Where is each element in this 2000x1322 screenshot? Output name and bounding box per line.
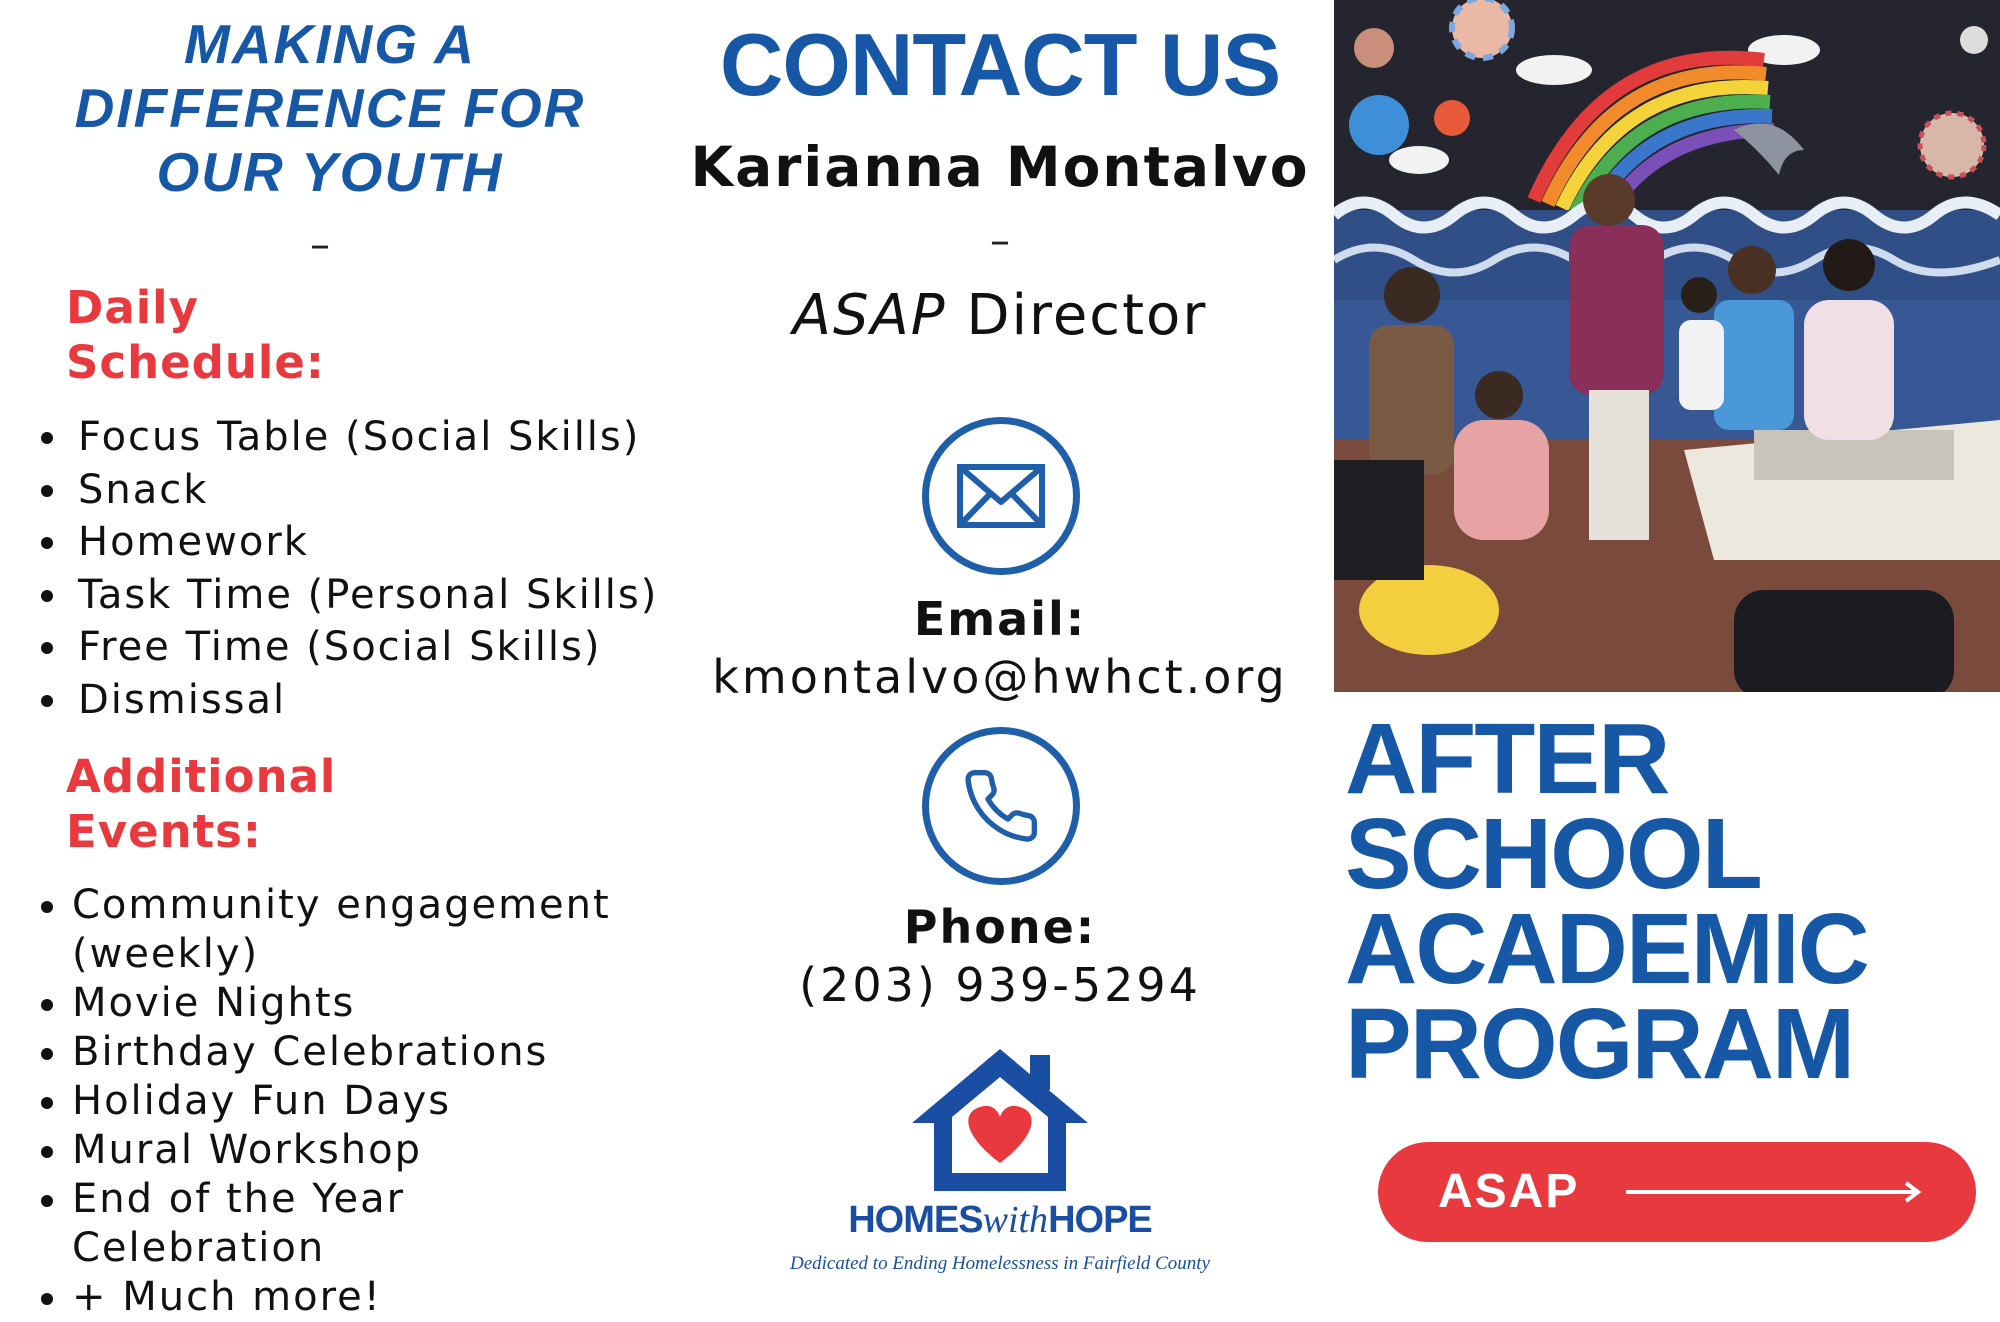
events-heading: Additional Events: bbox=[66, 750, 337, 858]
program-line-school: SCHOOL bbox=[1345, 798, 1761, 910]
role-rest: Director bbox=[946, 283, 1208, 348]
logo-with: with bbox=[982, 1199, 1049, 1241]
contact-dash: – bbox=[990, 218, 1010, 264]
contact-name: Karianna Montalvo bbox=[690, 135, 1310, 199]
event-item: End of the Year Celebration bbox=[30, 1175, 630, 1273]
house-heart-icon bbox=[910, 1045, 1090, 1195]
role-italic: ASAP bbox=[792, 283, 947, 348]
mural-photo-illustration bbox=[1334, 0, 2000, 692]
event-item: Holiday Fun Days bbox=[30, 1077, 630, 1126]
logo-hope: HOPE bbox=[1048, 1199, 1152, 1241]
email-value[interactable]: kmontalvo@hwhct.org bbox=[712, 650, 1288, 704]
schedule-item: Focus Table (Social Skills) bbox=[30, 411, 670, 464]
schedule-item: Homework bbox=[30, 516, 670, 569]
program-line-academic: ACADEMIC bbox=[1345, 893, 1868, 1005]
phone-value[interactable]: (203) 939-5294 bbox=[799, 958, 1201, 1012]
logo-tagline: Dedicated to Ending Homelessness in Fairfield County bbox=[789, 1253, 1211, 1274]
event-item: Mural Workshop bbox=[30, 1126, 630, 1175]
email-label: Email: bbox=[913, 592, 1087, 646]
schedule-item: Dismissal bbox=[30, 674, 670, 727]
program-title bbox=[1345, 703, 1995, 1100]
schedule-heading: Daily Schedule: bbox=[66, 281, 325, 389]
phone-handset-icon bbox=[961, 766, 1041, 846]
schedule-item: Snack bbox=[30, 464, 670, 517]
left-title: MAKING A DIFFERENCE FOR OUR YOUTH bbox=[74, 13, 586, 203]
left-dash: – bbox=[310, 222, 330, 268]
schedule-item: Task Time (Personal Skills) bbox=[30, 569, 670, 622]
logo-house bbox=[910, 1045, 1090, 1195]
program-line-program: PROGRAM bbox=[1345, 988, 1854, 1100]
contact-role bbox=[690, 283, 1310, 348]
logo-homes: HOMES bbox=[848, 1199, 983, 1241]
asap-button-label: ASAP bbox=[1438, 1165, 1580, 1218]
schedule-list bbox=[30, 411, 670, 726]
event-item: Movie Nights bbox=[30, 979, 630, 1028]
mural-photo bbox=[1334, 0, 2000, 692]
envelope-icon bbox=[957, 464, 1045, 528]
asap-button[interactable] bbox=[1378, 1142, 1976, 1242]
email-icon[interactable] bbox=[922, 417, 1080, 575]
event-item: + Much more! bbox=[30, 1273, 630, 1322]
contact-title: CONTACT US bbox=[719, 15, 1281, 114]
event-item: Community engagement (weekly) bbox=[30, 881, 630, 979]
phone-icon[interactable] bbox=[922, 727, 1080, 885]
schedule-item: Free Time (Social Skills) bbox=[30, 621, 670, 674]
logo-wordmark bbox=[790, 1198, 1210, 1242]
event-item: Birthday Celebrations bbox=[30, 1028, 630, 1077]
arrow-right-icon bbox=[1626, 1180, 1926, 1204]
events-list bbox=[30, 881, 630, 1322]
program-line-after: AFTER bbox=[1345, 703, 1669, 815]
phone-label: Phone: bbox=[903, 900, 1097, 954]
